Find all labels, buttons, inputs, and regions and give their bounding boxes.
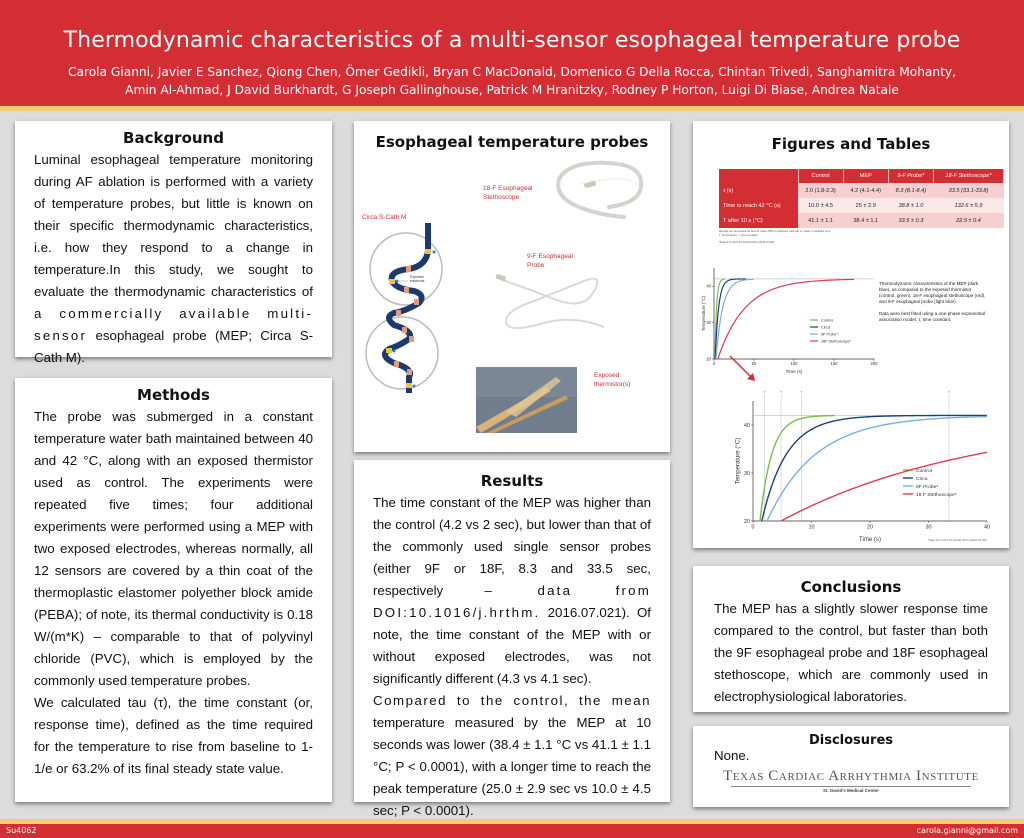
probes-panel [354, 121, 670, 452]
legend-label: 18F Stethoscope* [821, 339, 851, 344]
poster-footer [0, 824, 1024, 838]
results-heading: Results [480, 472, 544, 490]
caption-paragraph-2: Data were best fitted using a one-phase exponential association model. τ, time constant. [879, 311, 985, 322]
abstract-code: Su4062 [6, 826, 37, 835]
y-tick-label: 30 [706, 320, 711, 326]
results-paragraph-1 [373, 492, 651, 690]
figure-caption [879, 281, 989, 323]
series-line-2 [767, 417, 987, 521]
results-paragraph-2 [373, 690, 651, 822]
table-cell: 33.5 (33.1-33.8) [933, 183, 1003, 198]
series-line-0 [760, 416, 835, 521]
chart-source-note: *data from DOI:10.1016/j.hrthm.2016.07.021 [927, 538, 987, 542]
table-header-cell: 9-F Probe* [888, 169, 933, 183]
tau-marker-label: τ [780, 390, 782, 394]
methods-paragraph-1: The probe was submerged in a constant temperature water bath maintained between 40 and 42 °C, along with an exposed thermistor used as control. The experiments were repeated five times; four additional experiments were performed using a MEP with two exposed electrodes, whereas normally, all 12 sensors are covered by a thin coat of the thermoplastic elastomer polyether block amide (PEBA); of note, its thermal conductivity is 0.18 W/(m*K) – comparable to that of polyvinyl chloride (PVC), which is employed by the commonly used temperature probes. [34, 409, 313, 688]
tau-marker-label: τ [948, 390, 950, 394]
contact-email: carola.gianni@gmail.com [916, 826, 1018, 835]
table-row [719, 198, 1004, 213]
conclusions-panel [693, 566, 1009, 712]
x-tick-label: 100 [790, 361, 798, 367]
authors-line-2: Amin Al-Ahmad, J David Burkhardt, G Joseph Gallinghouse, Patrick M Hranitzky, Rodney P Horton, Luigi Di Biase, Andrea Natale [125, 83, 899, 97]
table-cell: 33.5 ± 0.3 [888, 213, 933, 228]
y-tick-label: 40 [706, 283, 711, 289]
caption-paragraph-1: Thermodynamic characteristics of the MEP (dark blue), as compared to the exposed thermistor (control, green), 18-F esophageal stethoscope (red), and 9-F esophageal probe (light blue). [879, 281, 986, 304]
legend-label: 9F Probe* [821, 332, 838, 337]
x-tick-label: 50 [751, 361, 757, 367]
authors-line-1: Carola Gianni, Javier E Sanchez, Qiong Chen, Ömer Gedikli, Bryan C MacDonald, Domenico G Della Rocca, Chintan Trivedi, Sanghamitra Mohanty, [68, 65, 956, 79]
chart-zoomed [733, 383, 993, 543]
logo-rule [731, 786, 971, 787]
x-axis-label: Time (s) [859, 537, 881, 543]
legend-label: Control [821, 318, 834, 323]
table-cell: 8.3 (8.1-8.4) [888, 183, 933, 198]
chart-overview [700, 260, 880, 375]
y-tick-label: 30 [743, 470, 750, 477]
disclosures-text: None. [714, 748, 750, 763]
zoom-arrow [728, 354, 758, 384]
disclosures-heading: Disclosures [808, 733, 894, 748]
label-9f-probe: 9-F Esophageal Probe [527, 253, 573, 269]
table-header-cell [719, 169, 798, 183]
thermistor-photo [476, 367, 577, 433]
table-cell: 38.8 ± 1.0 [888, 198, 933, 213]
9f-probe-image [494, 271, 614, 341]
header-stripe [0, 106, 1024, 111]
table-header-row [719, 169, 1004, 183]
series-line-3 [781, 452, 987, 521]
x-tick-label: 20 [866, 524, 874, 531]
table-note-3: *Data from DOI:10.1016/j.hrthm.2016.07.021 [719, 240, 775, 244]
results-text-1c: 2016.07.021). Of note, the time constant of the MEP with or without exposed electrodes, was not significantly different (4.3 vs 4.1 sec). [373, 605, 651, 686]
background-text [34, 149, 313, 369]
table-cell: 41.1 ± 1.1 [798, 213, 843, 228]
x-tick-label: 0 [712, 361, 716, 367]
x-tick-label: 10 [808, 524, 815, 531]
results-panel [354, 460, 670, 818]
results-text-2a: Compared to the control, the mean [373, 693, 651, 708]
legend-label: Circa [821, 325, 830, 330]
x-tick-label: 150 [830, 361, 838, 367]
series-line-1 [762, 415, 987, 521]
table-row-label: T after 10 s (°C) [719, 213, 798, 228]
legend-label: Control [916, 468, 932, 474]
x-tick-label: 30 [925, 524, 932, 531]
series-line-3 [718, 279, 854, 359]
institute-logo-subtitle: St. David's Medical Center [822, 788, 880, 793]
x-axis-label: Time (s) [785, 369, 803, 374]
x-tick-label: 0 [751, 524, 755, 531]
table-note-2: T, temperature; τ, time constant [719, 233, 758, 237]
author-list [0, 63, 1024, 99]
table-header-cell: Control [798, 169, 843, 183]
table-cell: 25 ± 2.9 [843, 198, 888, 213]
legend-label: Circa [916, 476, 928, 482]
methods-heading: Methods [137, 386, 210, 404]
conclusions-heading: Conclusions [800, 578, 902, 596]
poster-header [0, 0, 1024, 106]
figures-heading: Figures and Tables [771, 135, 931, 153]
x-tick-label: 200 [870, 361, 878, 367]
disclosures-panel [693, 726, 1009, 807]
y-axis-label: Temperature (°C) [701, 295, 707, 332]
background-text-main: Luminal esophageal temperature monitoring during AF ablation is performed with a variety of temperature probes, but little is known on their specific thermodynamic characteristics, i.e. how they respond to a change in temperature.In this study, we sought to evaluate the thermodynamic characteristics of [34, 152, 313, 299]
conclusions-text: The MEP has a slightly slower response time compared to the control, but faster than both the 9F esophageal probe and 18F esophageal stethoscope, which are commonly used in electrophysiological laboratories. [714, 601, 988, 704]
results-text-1a: The time constant of the MEP was higher than the control (4.2 vs 2 sec), but lower than that of the commonly used single sensor probes (either 9F or 18F, 8.3 and 33.5 sec, respectively [373, 495, 651, 598]
background-text-end: esophageal probe (MEP; Circa S-Cath M). [34, 328, 313, 365]
table-header-cell: 18-F Stethoscope* [933, 169, 1003, 183]
label-thermistor: Exposed thermistor(s) [594, 372, 631, 388]
table-cell: 22.5 ± 0.4 [933, 213, 1003, 228]
results-text-2b: temperature measured by the MEP at 10 seconds was lower (38.4 ± 1.1 °C vs 41.1 ± 1.1 °C; P < 0.0001), with a longer time to reach the peak temperature (25.0 ± 2.9 sec vs 10.0 ± 4.5 sec; P < 0.0001). [373, 715, 651, 818]
table-header-cell: MEP [843, 169, 888, 183]
y-tick-label: 20 [706, 356, 711, 362]
table-cell: 4.2 (4.1-4.4) [843, 183, 888, 198]
institute-logo: Texas Cardiac Arrhythmia Institute [723, 768, 979, 784]
table-row [719, 183, 1004, 198]
table-cell: 2.0 (1.8-2.3) [798, 183, 843, 198]
y-axis-label: Temperature (°C) [735, 437, 742, 485]
label-exposed-electrode: Exposed electrode [410, 275, 425, 283]
y-tick-label: 20 [743, 518, 750, 525]
y-tick-label: 40 [743, 422, 750, 429]
results-table [719, 169, 1004, 228]
table-row-label: Time to reach 42 °C (s) [719, 198, 798, 213]
x-tick-label: 40 [983, 524, 991, 531]
label-stethoscope: 18-F Esophageal Stethoscope [483, 185, 533, 201]
poster-title: Thermodynamic characteristics of a multi-sensor esophageal temperature probe [63, 28, 961, 53]
table-cell: 132.6 ± 5.9 [933, 198, 1003, 213]
figures-panel [693, 121, 1009, 548]
background-panel [15, 121, 332, 365]
legend-label: 9F Probe* [916, 484, 939, 490]
table-row [719, 213, 1004, 228]
methods-panel [15, 378, 332, 802]
series-line-1 [715, 279, 746, 359]
table-note-1: Results are presented as best-fit value (95% confidence interval) or mean ± standard error [719, 229, 831, 233]
methods-paragraph-2: We calculated tau (τ), the time constant (or, response time), defined as the time required for the temperature to rise from baseline to 1-1/e or 63.2% of its final steady state value. [34, 695, 313, 776]
table-cell: 38.4 ± 1.1 [843, 213, 888, 228]
probes-heading: Esophageal temperature probes [375, 133, 649, 151]
tau-marker-label: τ [800, 390, 803, 394]
label-circa: Circa S-Cath M [362, 214, 407, 221]
background-heading: Background [123, 129, 224, 147]
circa-catheter-illustration [364, 221, 449, 396]
background-text-wide: a commercially available multi-sensor [34, 306, 313, 343]
table-cell: 10.0 ± 4.5 [798, 198, 843, 213]
legend-label: 18 F Stethoscope* [916, 492, 957, 498]
tau-marker-label: τ [763, 390, 766, 394]
results-text-1b: – data from DOI:10.1016/j.hrthm. [373, 583, 651, 620]
stethoscope-image [549, 159, 649, 227]
table-row-label: τ (s) [719, 183, 798, 198]
